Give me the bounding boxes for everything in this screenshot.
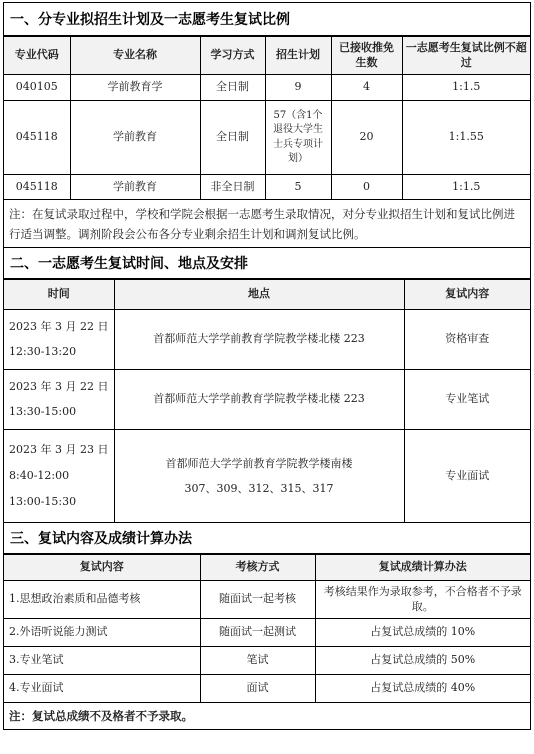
cell-mode: 非全日制: [200, 175, 265, 200]
cell-time: [4, 310, 114, 370]
header-calc: 复试成绩计算办法: [315, 555, 530, 581]
cell-method: 随面试一起考核: [200, 581, 315, 619]
cell-method: 随面试一起测试: [200, 619, 315, 647]
cell-plan: 9: [265, 75, 331, 101]
header-place: 地点: [114, 280, 404, 310]
time-text-2: 13:00-15:30: [9, 494, 77, 508]
header-mode: 学习方式: [200, 37, 265, 75]
cell-major: 学前教育: [70, 101, 200, 175]
table-row: [4, 101, 530, 175]
table-row: [4, 581, 530, 619]
cell-code: 040105: [4, 75, 70, 101]
cell-major: 学前教育学: [70, 75, 200, 101]
cell-place: 首都师范大学学前教育学院教学楼北楼 223: [114, 370, 404, 430]
section1-note: 注：在复试录取过程中，学校和学院会根据一志愿考生录取情况，对分专业拟招生计划和复试比例进行适当调整。调剂阶段会公布各分专业剩余招生计划和调剂复试比例。: [4, 200, 530, 248]
table-row: [4, 310, 530, 370]
cell-calc: 考核结果作为录取参考，不合格者不予录取。: [315, 581, 530, 619]
schedule-table: [4, 279, 530, 523]
header-recommended: 已接收推免生数: [331, 37, 402, 75]
section3-note: 注：复试总成绩不及格者不予录取。: [9, 709, 193, 723]
section1-title: 一、分专业拟招生计划及一志愿考生复试比例: [4, 3, 530, 36]
table-row: [4, 619, 530, 647]
cell-place: 首都师范大学学前教育学院教学楼北楼 223: [114, 310, 404, 370]
table-row: [4, 430, 530, 523]
cell-calc: 占复试总成绩的 50%: [315, 647, 530, 675]
cell-code: 045118: [4, 175, 70, 200]
table-row: [4, 175, 530, 200]
date-text: 2023 年 3 月 22 日: [9, 320, 109, 334]
header-item: 复试内容: [4, 555, 200, 581]
cell-time: [4, 370, 114, 430]
table-row: [4, 675, 530, 703]
section2-title: 二、一志愿考生复试时间、地点及安排: [4, 248, 530, 279]
cell-recommended: 0: [331, 175, 402, 200]
cell-place: [114, 430, 404, 523]
cell-ratio: 1:1.55: [402, 101, 530, 175]
cell-ratio: 1:1.5: [402, 75, 530, 101]
time-text: 13:30-15:00: [9, 404, 77, 418]
cell-calc: 占复试总成绩的 40%: [315, 675, 530, 703]
cell-content: 资格审查: [404, 310, 530, 370]
table-header-row: [4, 555, 530, 581]
section3-title: 三、复试内容及成绩计算办法: [4, 523, 530, 554]
header-major: 专业名称: [70, 37, 200, 75]
header-code: 专业代码: [4, 37, 70, 75]
time-text: 12:30-13:20: [9, 344, 77, 358]
date-text: 2023 年 3 月 22 日: [9, 380, 109, 394]
admission-document: [3, 2, 531, 730]
cell-recommended: 4: [331, 75, 402, 101]
cell-content: 专业笔试: [404, 370, 530, 430]
cell-ratio: 1:1.5: [402, 175, 530, 200]
cell-major: 学前教育: [70, 175, 200, 200]
header-method: 考核方式: [200, 555, 315, 581]
header-plan: 招生计划: [265, 37, 331, 75]
table-header-row: [4, 37, 530, 75]
place-text: 首都师范大学学前教育学院教学楼南楼: [165, 456, 353, 470]
cell-item: 2.外语听说能力测试: [4, 619, 200, 647]
scoring-table: [4, 554, 530, 703]
table-row: [4, 370, 530, 430]
cell-item: 1.思想政治素质和品德考核: [4, 581, 200, 619]
cell-item: 4.专业面试: [4, 675, 200, 703]
enrollment-plan-table: [4, 36, 530, 200]
cell-plan: 5: [265, 175, 331, 200]
cell-recommended: 20: [331, 101, 402, 175]
cell-mode: 全日制: [200, 101, 265, 175]
place-rooms: 307、309、312、315、317: [184, 482, 334, 495]
cell-calc: 占复试总成绩的 10%: [315, 619, 530, 647]
date-text: 2023 年 3 月 23 日: [9, 443, 109, 457]
cell-code: 045118: [4, 101, 70, 175]
cell-method: 面试: [200, 675, 315, 703]
table-row: [4, 75, 530, 101]
table-row: [4, 647, 530, 675]
cell-method: 笔试: [200, 647, 315, 675]
cell-item: 3.专业笔试: [4, 647, 200, 675]
header-ratio: 一志愿考生复试比例不超过: [402, 37, 530, 75]
header-content: 复试内容: [404, 280, 530, 310]
cell-time: [4, 430, 114, 523]
header-time: 时间: [4, 280, 114, 310]
cell-mode: 全日制: [200, 75, 265, 101]
cell-plan: 57（含1个退役大学生士兵专项计划）: [265, 101, 331, 175]
cell-content: 专业面试: [404, 430, 530, 523]
table-header-row: [4, 280, 530, 310]
time-text: 8:40-12:00: [9, 469, 70, 483]
